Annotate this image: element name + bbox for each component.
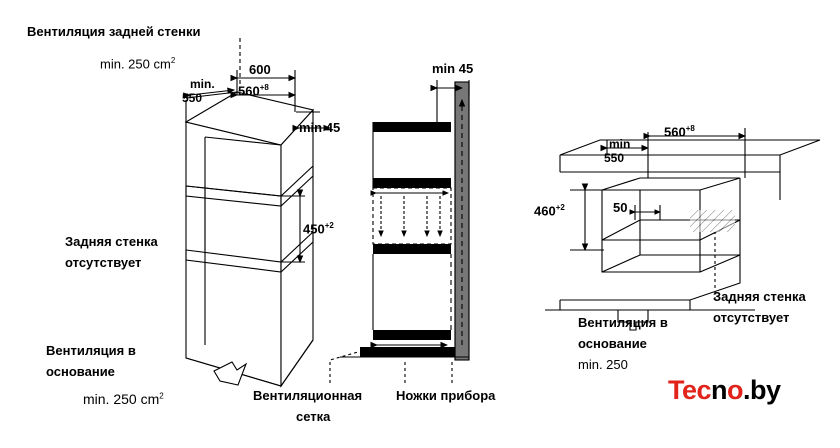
label-height-450 xyxy=(303,221,334,237)
right-560-number: 560 xyxy=(664,124,686,140)
right-460-sup: +2 xyxy=(555,203,565,212)
label-right-50: 50 xyxy=(613,200,628,215)
label-right-560 xyxy=(664,124,695,140)
right-560-sup: +8 xyxy=(685,124,695,133)
label-right-460 xyxy=(534,203,565,219)
height-450-number: 450 xyxy=(303,221,325,237)
label-no-back-wall-left-1: Задняя стенка xyxy=(65,234,158,249)
label-vent-grid-2: сетка xyxy=(296,409,331,424)
label-right-base-vent-2: основание xyxy=(578,336,647,351)
width-560-sup: +8 xyxy=(259,83,269,92)
label-right-min: min xyxy=(609,137,631,151)
label-min45-left: min 45 xyxy=(299,120,341,135)
base-vent-sup: 2 xyxy=(159,391,164,401)
base-vent-number: min. 250 cm xyxy=(83,391,160,407)
label-right-base-vent-value: min. 250 xyxy=(578,357,628,372)
label-right-no-back-wall-2: отсутствует xyxy=(713,310,790,325)
label-base-vent-value xyxy=(83,391,164,407)
watermark-by: .by xyxy=(743,375,781,405)
watermark-logo xyxy=(668,375,781,406)
label-min45-mid: min 45 xyxy=(432,61,474,76)
label-base-vent-2: основание xyxy=(46,364,115,379)
label-base-vent-1: Вентиляция в xyxy=(46,343,136,358)
watermark-o: o xyxy=(727,375,744,405)
label-back-wall-vent-value xyxy=(100,56,175,72)
label-vent-grid-1: Вентиляционная xyxy=(253,388,363,403)
label-no-back-wall-left-2: отсутствует xyxy=(65,255,142,270)
label-right-base-vent-1: Вентиляция в xyxy=(578,315,668,330)
height-450-sup: +2 xyxy=(324,221,334,230)
width-560-number: 560 xyxy=(238,83,260,99)
watermark-n: n xyxy=(711,375,728,405)
right-460-number: 460 xyxy=(534,203,556,219)
label-left-depth-min: min. xyxy=(190,77,215,91)
label-right-no-back-wall-1: Задняя стенка xyxy=(713,289,806,304)
label-feet: Ножки прибора xyxy=(396,388,496,403)
label-width-600: 600 xyxy=(249,62,271,77)
back-wall-vent-sup: 2 xyxy=(170,56,176,65)
watermark-tec: Tec xyxy=(668,375,712,405)
label-right-550: 550 xyxy=(604,151,625,165)
label-width-560 xyxy=(238,83,269,99)
label-back-wall-vent-title: Вентиляция задней стенки xyxy=(27,24,201,39)
label-left-depth-value: 550 xyxy=(182,91,203,105)
back-wall-vent-number: min. 250 cm xyxy=(100,56,171,72)
